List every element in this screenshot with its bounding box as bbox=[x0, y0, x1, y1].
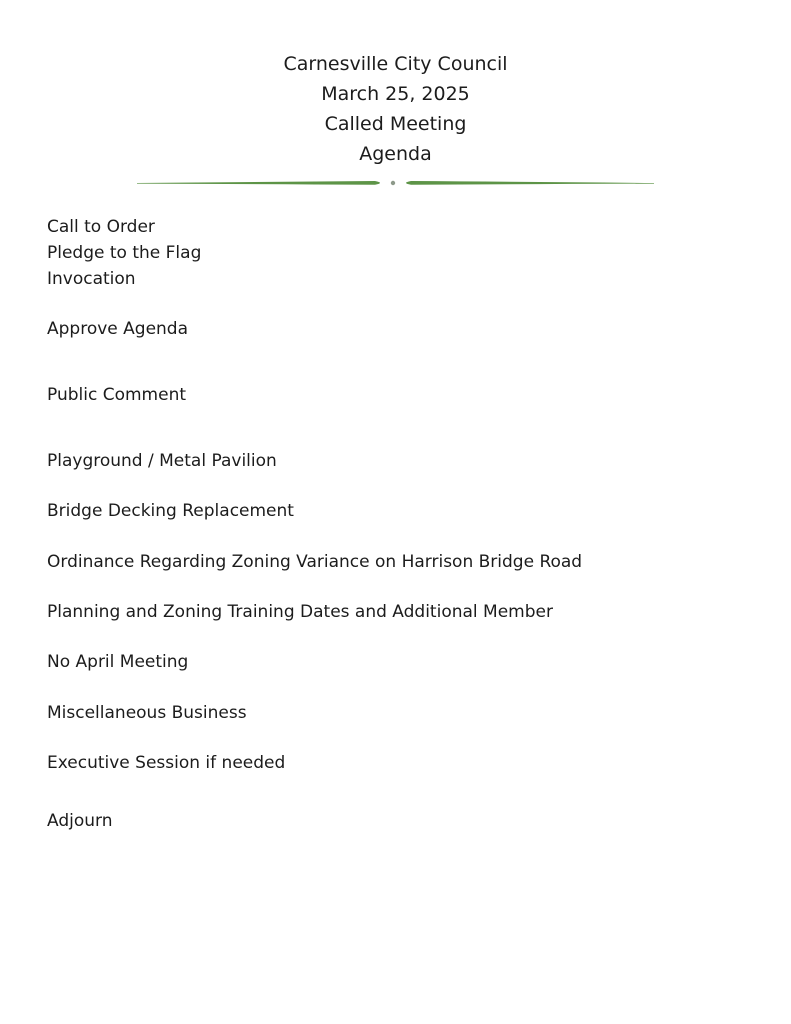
agenda-list bbox=[47, 214, 747, 834]
agenda-item-no-april-meeting: No April Meeting bbox=[47, 652, 189, 672]
agenda-item-playground-pavilion: Playground / Metal Pavilion bbox=[47, 451, 277, 471]
agenda-item-adjourn: Adjourn bbox=[47, 811, 113, 831]
agenda-item-approve-agenda: Approve Agenda bbox=[47, 319, 189, 339]
agenda-item-zoning-ordinance: Ordinance Regarding Zoning Variance on Harrison Bridge Road bbox=[47, 552, 583, 572]
agenda-item-call-to-order: Call to Order bbox=[47, 217, 155, 237]
agenda-item-public-comment: Public Comment bbox=[47, 385, 187, 405]
agenda-item-misc-business: Miscellaneous Business bbox=[47, 703, 247, 723]
agenda-item-invocation: Invocation bbox=[47, 269, 136, 289]
agenda-item-planning-zoning: Planning and Zoning Training Dates and Additional Member bbox=[47, 602, 553, 622]
divider-ornament-icon bbox=[135, 177, 656, 189]
document-title: Carnesville City Council bbox=[283, 53, 508, 75]
agenda-item-pledge: Pledge to the Flag bbox=[47, 243, 202, 263]
agenda-item-executive-session: Executive Session if needed bbox=[47, 753, 286, 773]
decorative-divider bbox=[135, 177, 656, 189]
meeting-date: March 25, 2025 bbox=[321, 83, 470, 105]
document-subtitle: Agenda bbox=[359, 143, 432, 165]
agenda-item-bridge-decking: Bridge Decking Replacement bbox=[47, 501, 294, 521]
meeting-type: Called Meeting bbox=[324, 113, 467, 135]
document-header bbox=[0, 49, 791, 169]
